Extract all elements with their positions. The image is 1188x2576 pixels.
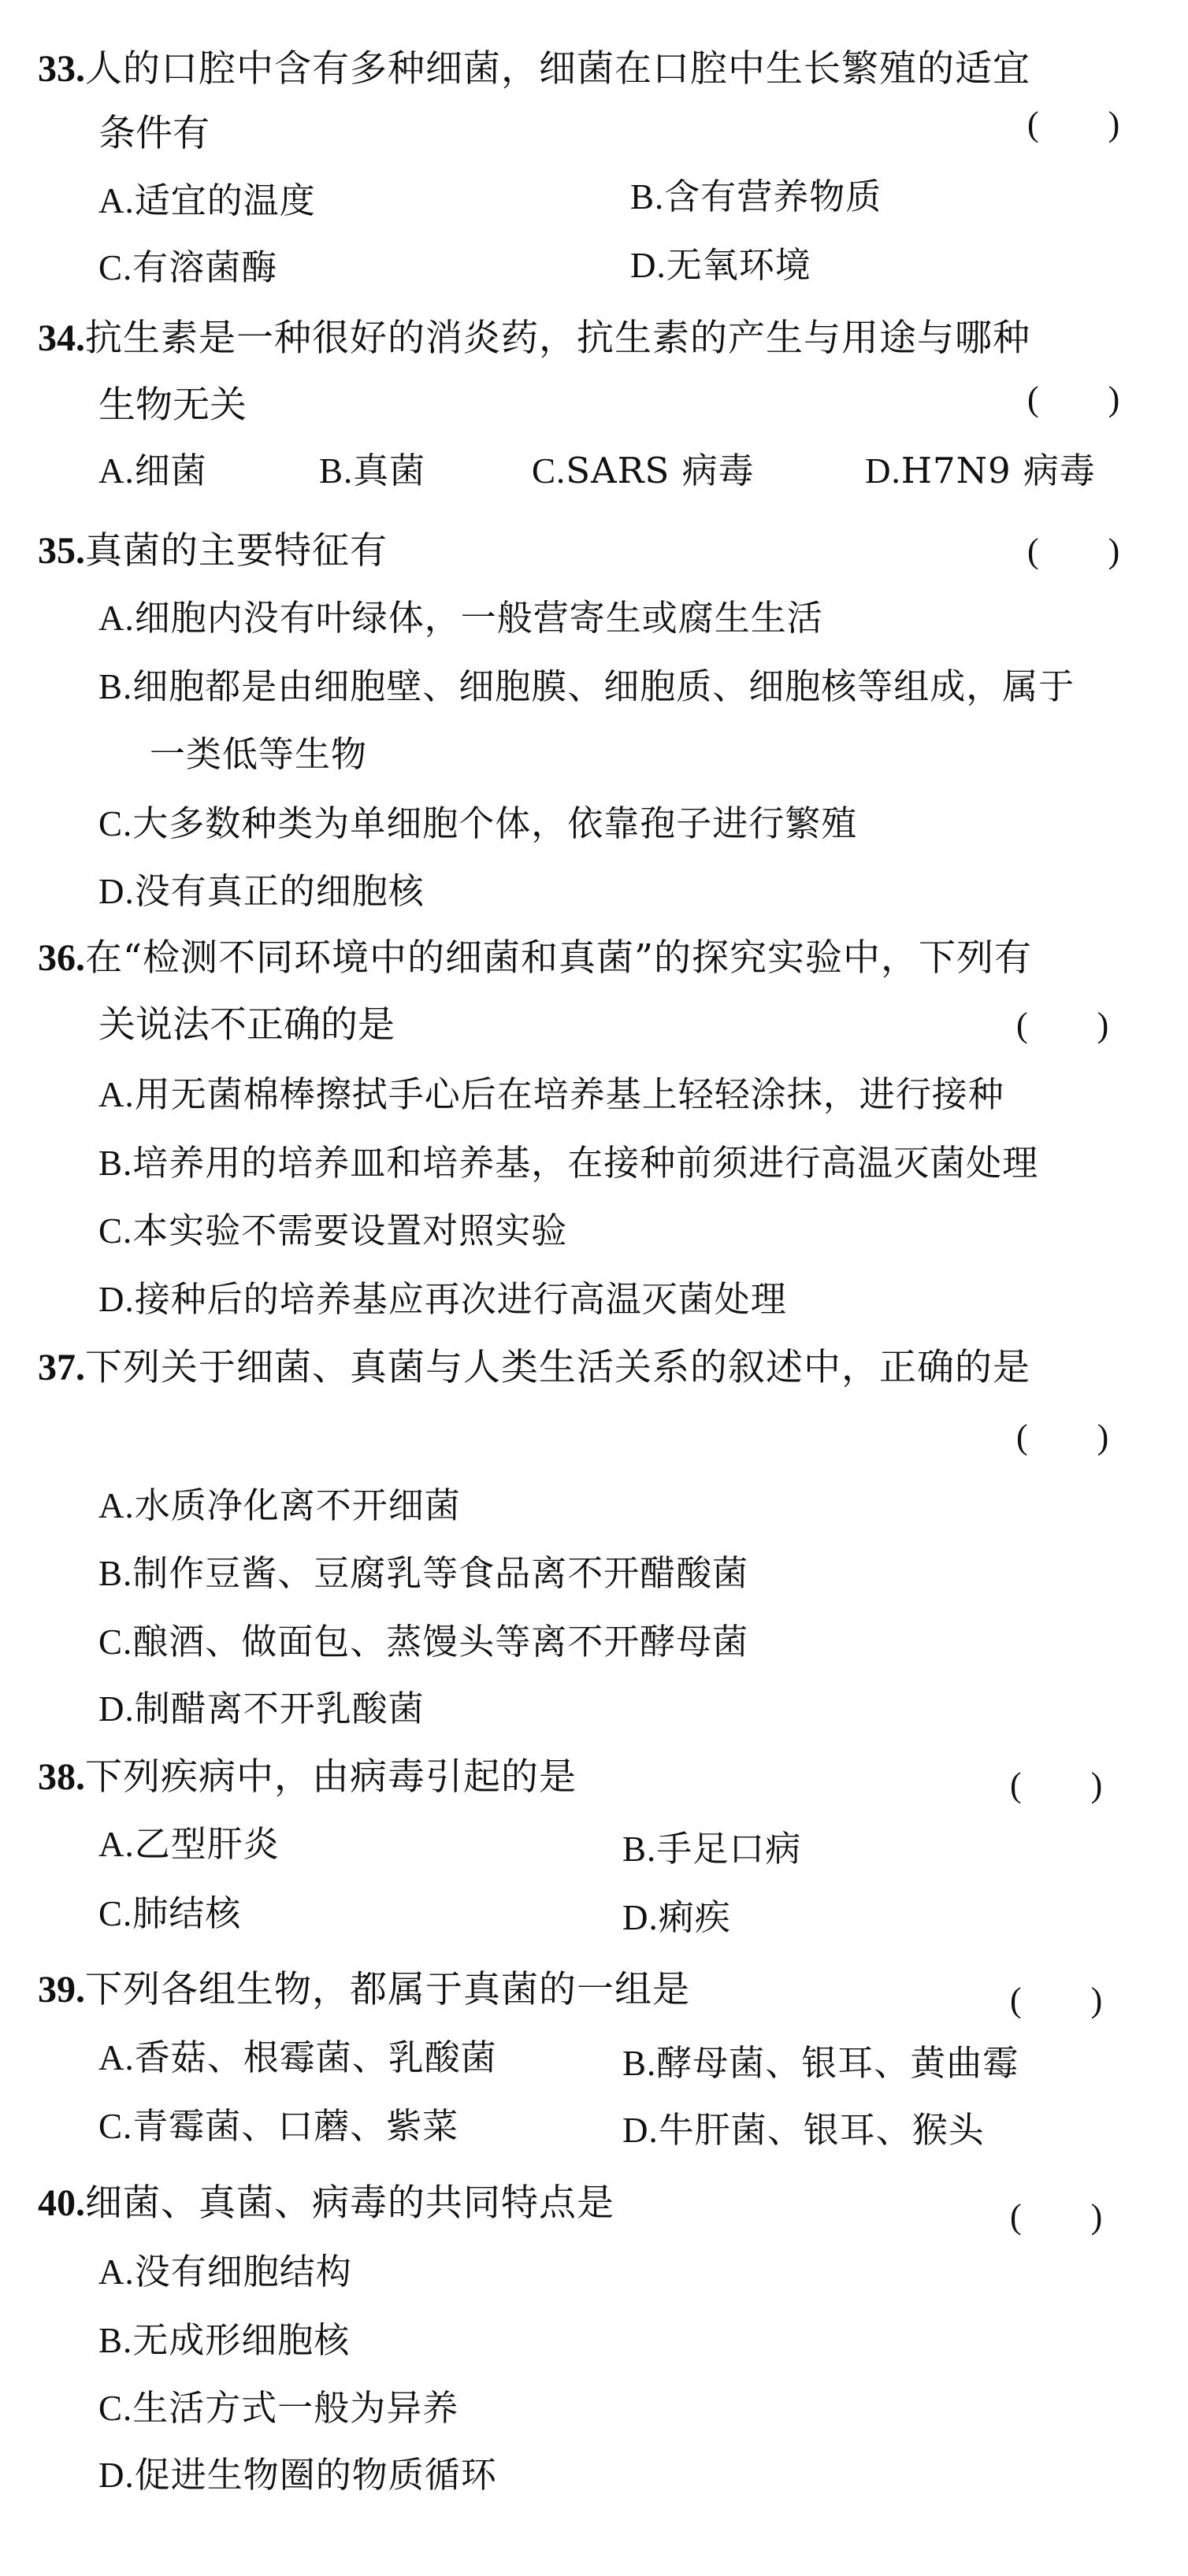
option-a: A.没有细胞结构 (98, 2251, 352, 2292)
question-stem (38, 46, 1030, 93)
option-a: A.细胞内没有叶绿体，一般营寄生或腐生生活 (98, 597, 823, 639)
option-b: B.酵母菌、银耳、黄曲霉 (622, 2042, 1019, 2084)
stem-continuation: 条件有 (98, 112, 210, 155)
option-c: C.肺结核 (98, 1892, 242, 1934)
question-stem (38, 1754, 577, 1801)
question-stem (38, 2180, 614, 2227)
stem-text: 下列关于细菌、真菌与人类生活关系的叙述中，正确的是 (85, 1346, 1030, 1389)
option-d: D.无氧环境 (630, 244, 811, 286)
option-b: B.培养用的培养皿和培养基，在接种前须进行高温灭菌处理 (98, 1142, 1039, 1184)
option-a: A.香菇、根霉菌、乳酸菌 (98, 2037, 497, 2078)
answer-blank: ( ) (1027, 380, 1120, 418)
option-d: D.促进生物圈的物质循环 (98, 2454, 497, 2496)
answer-blank: ( ) (1027, 532, 1120, 570)
question-number: 37. (38, 1347, 85, 1388)
option-c: C.有溶菌酶 (98, 246, 278, 288)
stem-text: 人的口腔中含有多种细菌，细菌在口腔中生长繁殖的适宜 (85, 47, 1030, 91)
option-a: A.乙型肝炎 (98, 1823, 280, 1865)
option-a: A.细菌 (98, 450, 207, 491)
stem-text: 细菌、真菌、病毒的共同特点是 (85, 2181, 614, 2225)
option-a: A.适宜的温度 (98, 180, 316, 221)
option-c: C.大多数种类为单细胞个体，依靠孢子进行繁殖 (98, 802, 858, 844)
answer-blank: ( ) (1010, 1766, 1103, 1804)
question-number: 36. (38, 937, 85, 979)
option-b: B.细胞都是由细胞壁、细胞膜、细胞质、细胞核等组成，属于 (98, 665, 1075, 707)
option-b: B.无成形细胞核 (98, 2319, 351, 2361)
option-a: A.水质净化离不开细菌 (98, 1484, 461, 1526)
option-c: C.青霉菌、口蘑、紫菜 (98, 2105, 459, 2147)
option-d: D.接种后的培养基应再次进行高温灭菌处理 (98, 1278, 787, 1320)
option-d: D.牛肝菌、银耳、猴头 (622, 2109, 985, 2151)
option-c: C.SARS 病毒 (532, 450, 755, 491)
option-b: B.真菌 (319, 450, 426, 491)
option-b-continuation: 一类低等生物 (150, 733, 368, 775)
stem-text: 下列各组生物，都属于真菌的一组是 (85, 1968, 690, 2011)
question-stem (38, 528, 388, 575)
question-stem (38, 1966, 690, 2014)
option-d: D.制醋离不开乳酸菌 (98, 1688, 425, 1729)
stem-continuation: 生物无关 (98, 384, 247, 427)
stem-text: 抗生素是一种很好的消炎药，抗生素的产生与用途与哪种 (85, 317, 1030, 360)
answer-blank: ( ) (1010, 1981, 1103, 2019)
stem-text: 在“检测不同环境中的细菌和真菌”的探究实验中，下列有 (85, 936, 1033, 980)
stem-text: 下列疾病中，由病毒引起的是 (85, 1755, 577, 1799)
answer-blank: ( ) (1027, 105, 1120, 143)
question-number: 39. (38, 1969, 85, 2011)
stem-text: 真菌的主要特征有 (85, 529, 388, 573)
option-c: C.生活方式一般为异养 (98, 2387, 459, 2429)
answer-blank: ( ) (1016, 1418, 1109, 1456)
answer-blank: ( ) (1016, 1006, 1109, 1044)
stem-continuation: 关说法不正确的是 (98, 1003, 395, 1047)
option-d: D.没有真正的细胞核 (98, 870, 425, 912)
question-number: 35. (38, 530, 85, 572)
option-b: B.含有营养物质 (630, 176, 882, 217)
option-d: D.痢疾 (622, 1896, 731, 1938)
option-b: B.手足口病 (622, 1828, 802, 1870)
option-c: C.酿酒、做面包、蒸馒头等离不开酵母菌 (98, 1621, 749, 1662)
question-stem (38, 1344, 1030, 1392)
option-b: B.制作豆酱、豆腐乳等食品离不开醋酸菌 (98, 1552, 749, 1594)
question-stem (38, 315, 1030, 362)
question-number: 33. (38, 48, 85, 90)
question-stem (38, 935, 1032, 982)
option-a: A.用无菌棉棒擦拭手心后在培养基上轻轻涂抹，进行接种 (98, 1073, 1004, 1115)
option-d: D.H7N9 病毒 (865, 450, 1096, 491)
question-number: 34. (38, 317, 85, 359)
question-number: 40. (38, 2182, 85, 2224)
option-c: C.本实验不需要设置对照实验 (98, 1210, 568, 1251)
answer-blank: ( ) (1010, 2197, 1103, 2236)
question-number: 38. (38, 1756, 85, 1798)
